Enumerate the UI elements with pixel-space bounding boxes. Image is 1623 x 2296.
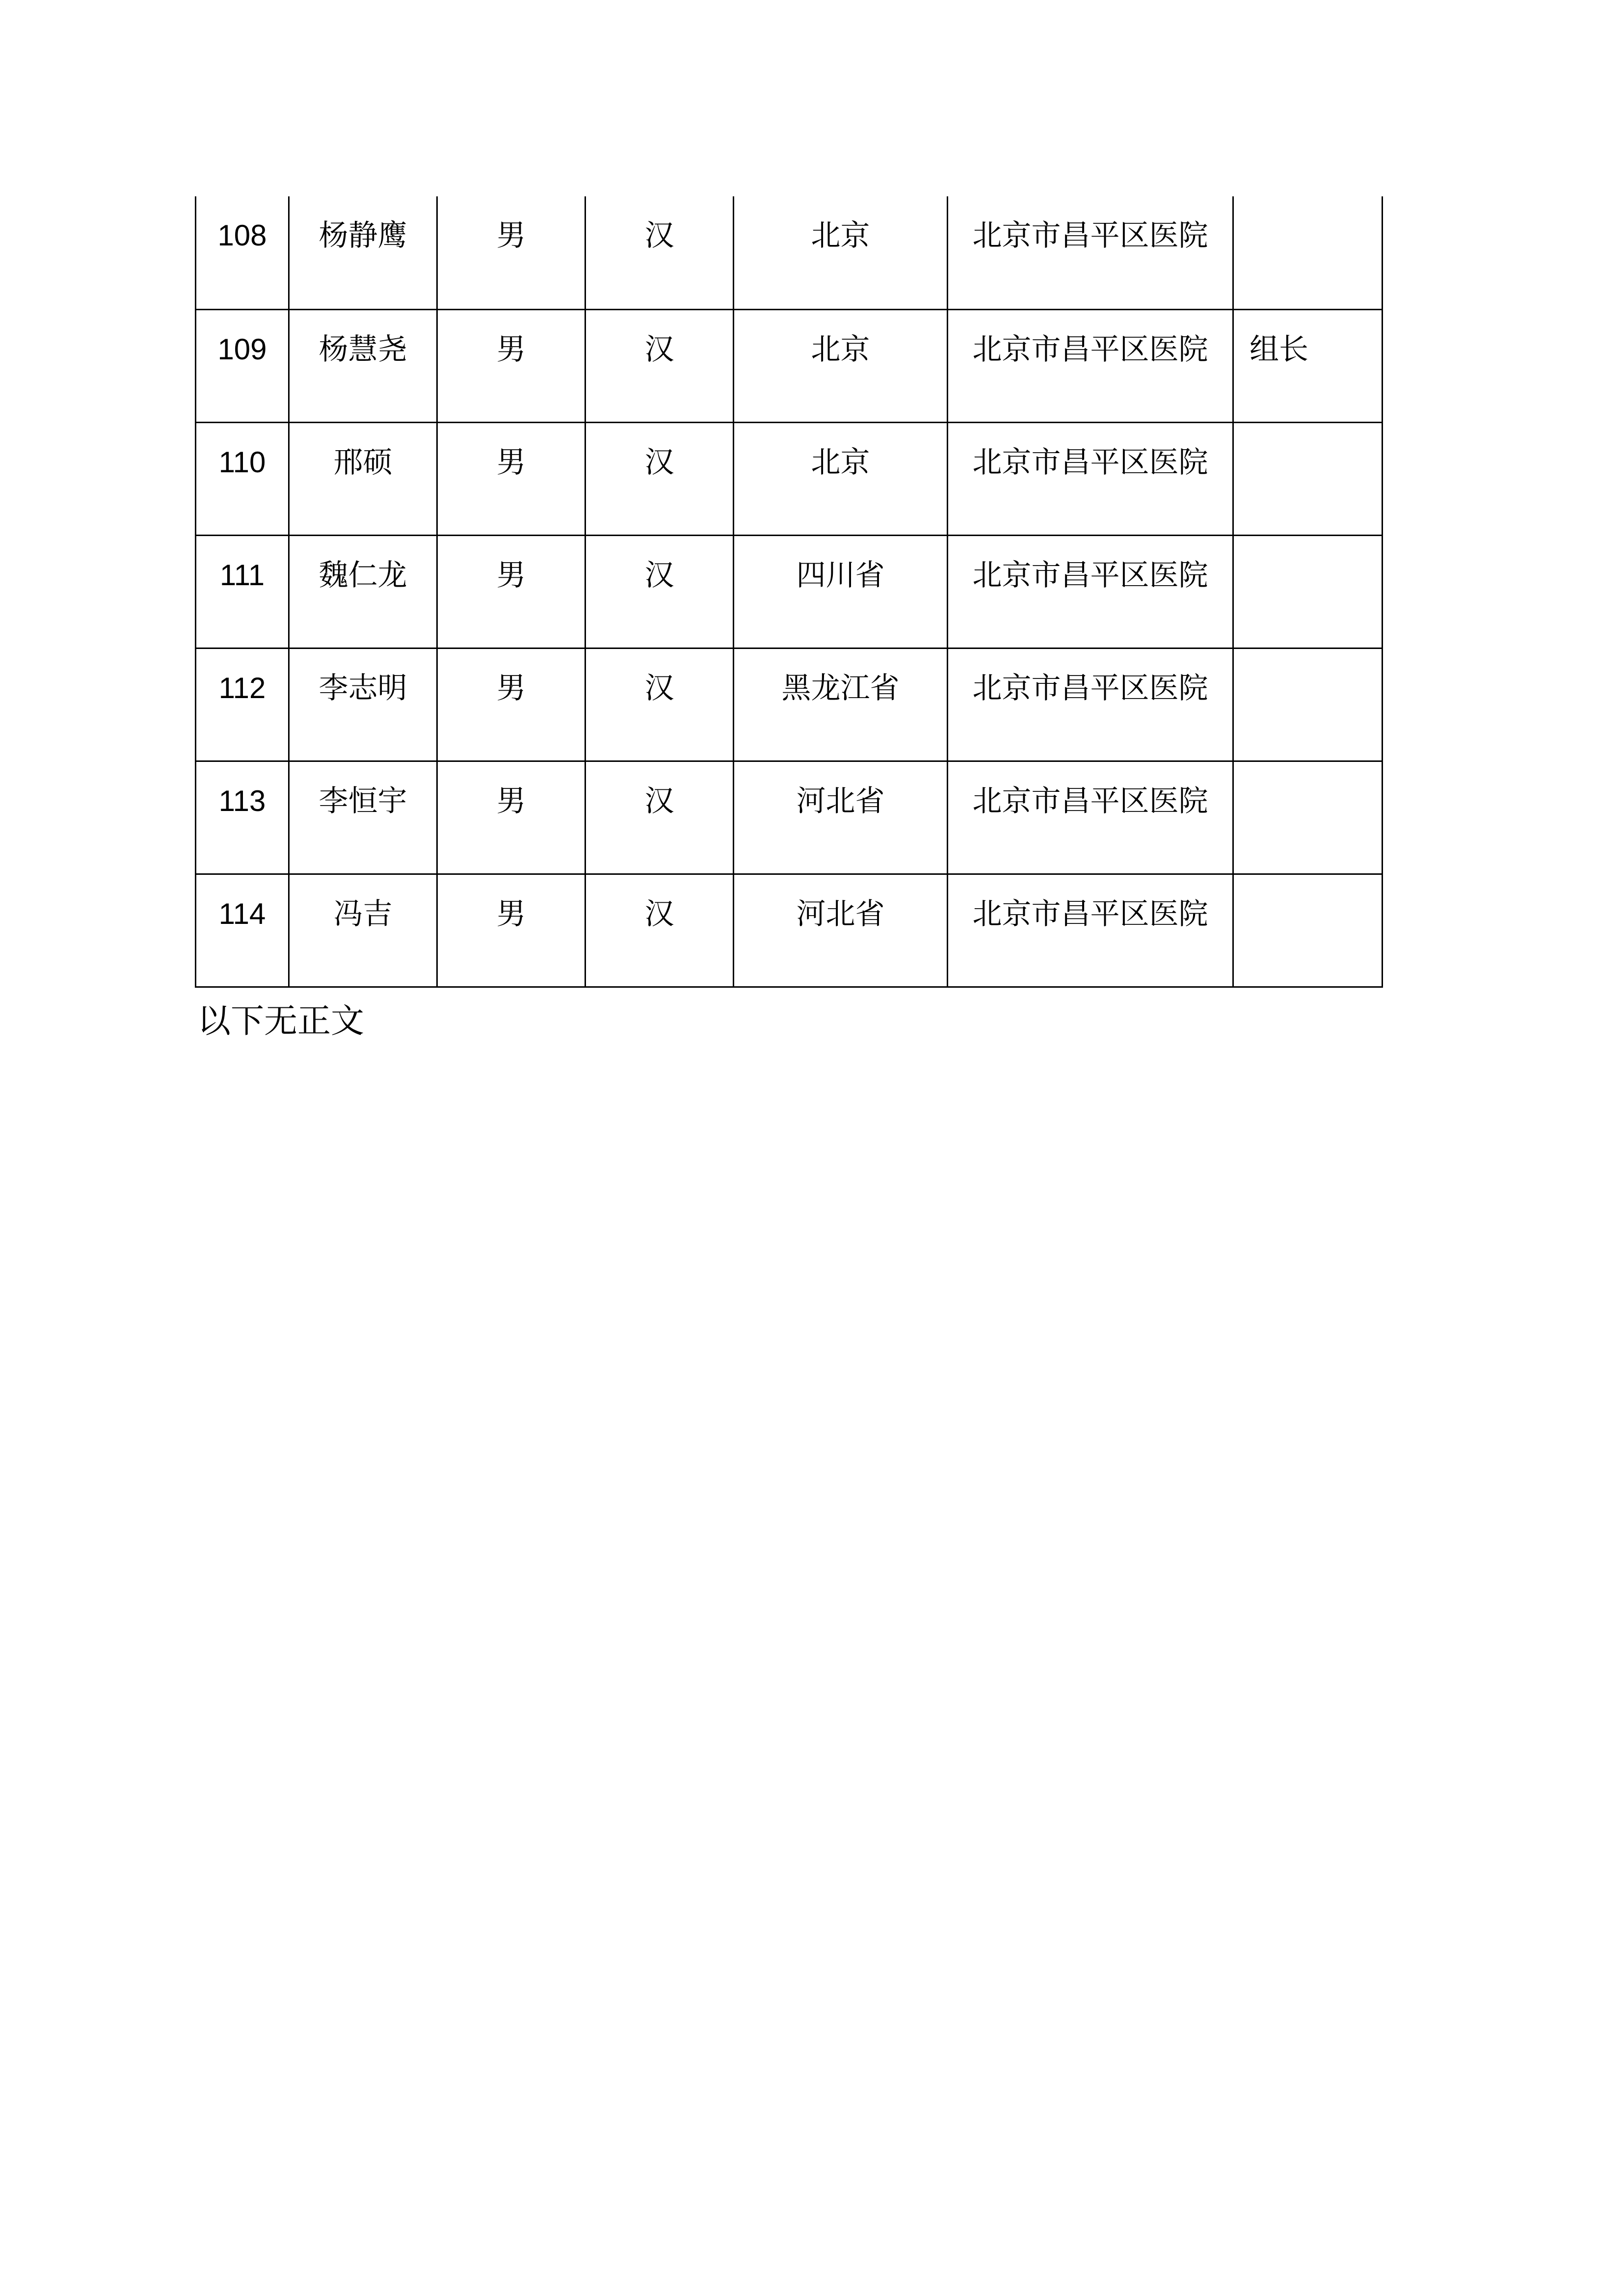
cell-role [1233, 648, 1383, 761]
cell-ethnicity: 汉 [585, 196, 734, 309]
cell-ethnicity: 汉 [585, 648, 734, 761]
cell-name: 李恒宇 [289, 761, 437, 874]
cell-gender: 男 [437, 874, 585, 987]
cell-ethnicity: 汉 [585, 761, 734, 874]
table-row [196, 309, 1383, 422]
cell-unit: 北京市昌平区医院 [948, 422, 1233, 535]
cell-origin: 北京 [734, 309, 948, 422]
end-of-text-note: 以下无正文 [197, 1002, 365, 1041]
cell-number: 109 [196, 309, 289, 422]
table-row [196, 422, 1383, 535]
table-row [196, 761, 1383, 874]
cell-unit: 北京市昌平区医院 [948, 309, 1233, 422]
cell-gender: 男 [437, 535, 585, 648]
cell-ethnicity: 汉 [585, 874, 734, 987]
cell-number: 110 [196, 422, 289, 535]
cell-role [1233, 422, 1383, 535]
cell-unit: 北京市昌平区医院 [948, 535, 1233, 648]
cell-ethnicity: 汉 [585, 422, 734, 535]
cell-role [1233, 196, 1383, 309]
cell-ethnicity: 汉 [585, 309, 734, 422]
cell-name: 邢硕 [289, 422, 437, 535]
cell-number: 113 [196, 761, 289, 874]
cell-ethnicity: 汉 [585, 535, 734, 648]
cell-gender: 男 [437, 422, 585, 535]
cell-name: 杨静鹰 [289, 196, 437, 309]
table-row [196, 196, 1383, 309]
cell-name: 魏仁龙 [289, 535, 437, 648]
cell-number: 112 [196, 648, 289, 761]
cell-unit: 北京市昌平区医院 [948, 196, 1233, 309]
cell-gender: 男 [437, 309, 585, 422]
cell-origin: 北京 [734, 422, 948, 535]
cell-origin: 河北省 [734, 761, 948, 874]
cell-role: 组长 [1233, 309, 1383, 422]
table-row [196, 535, 1383, 648]
cell-role [1233, 761, 1383, 874]
table-row [196, 648, 1383, 761]
cell-number: 111 [196, 535, 289, 648]
cell-role [1233, 874, 1383, 987]
cell-origin: 黑龙江省 [734, 648, 948, 761]
cell-name: 杨慧尧 [289, 309, 437, 422]
roster-table [195, 196, 1383, 988]
cell-origin: 北京 [734, 196, 948, 309]
cell-unit: 北京市昌平区医院 [948, 761, 1233, 874]
cell-name: 冯吉 [289, 874, 437, 987]
cell-number: 108 [196, 196, 289, 309]
cell-gender: 男 [437, 761, 585, 874]
cell-origin: 四川省 [734, 535, 948, 648]
cell-name: 李志明 [289, 648, 437, 761]
cell-gender: 男 [437, 196, 585, 309]
table-row [196, 874, 1383, 987]
cell-unit: 北京市昌平区医院 [948, 648, 1233, 761]
cell-origin: 河北省 [734, 874, 948, 987]
cell-gender: 男 [437, 648, 585, 761]
cell-number: 114 [196, 874, 289, 987]
cell-unit: 北京市昌平区医院 [948, 874, 1233, 987]
cell-role [1233, 535, 1383, 648]
